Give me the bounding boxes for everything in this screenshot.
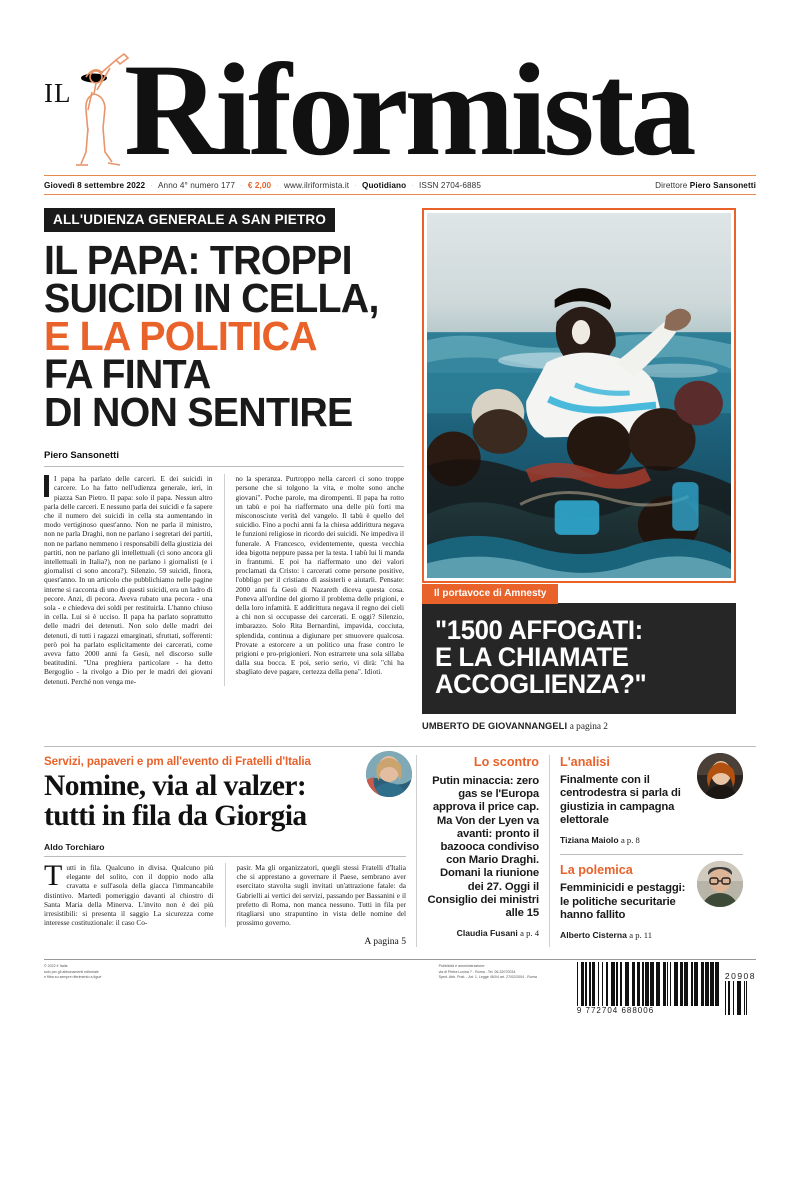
periodicity: Quotidiano [361, 181, 407, 190]
lead-kicker: ALL'UDIENZA GENERALE A SAN PIETRO [44, 208, 335, 232]
second-article [44, 755, 406, 947]
newspaper-front-page [0, 36, 800, 1180]
sidebar-item-polemica [560, 863, 743, 940]
sidebar-author: Alberto Cisterna [560, 930, 627, 941]
sidebar-section-title: La polemica [560, 863, 633, 878]
barcode-supplement-number: 20908 [724, 971, 756, 982]
divider [44, 746, 756, 747]
bottom-section [44, 755, 756, 947]
author-portrait-claudia-fusani [366, 751, 412, 797]
second-article-text-1: utti in fila. Qualcuno in divisa. Qualcuno più elegante del solito, con il doppio nodo alla cravatta e sull'asola della giacca l'immancabile distintivo. Martedì pomeriggio davanti al chiostro di Santa Maria della Minerva. L'invito non è dei più irresistibili: si presenta il saggio La sicurezza come interesse costituzionale: il caso Co- [44, 863, 214, 928]
sidebar-credit [560, 930, 743, 940]
sidebar-right-column [560, 755, 743, 947]
barcode-number: 9 772704 688006 [576, 1006, 655, 1016]
quote-line: E LA CHIAMATE [435, 642, 629, 673]
lead-headline-line-3: E LA POLITICA [44, 312, 317, 359]
second-article-headline-line-2: tutti in fila da Giorgia [44, 799, 307, 832]
issn-code: ISSN 2704-6885 [419, 181, 481, 190]
sidebar-page-ref: a p. 4 [520, 928, 539, 939]
page-footer [44, 964, 756, 1015]
author-portrait-alberto-cisterna [697, 861, 743, 907]
divider [560, 854, 743, 855]
barcode-bars [577, 962, 720, 1006]
photo-story [422, 208, 736, 732]
sidebar-item-analisi [560, 755, 743, 845]
migrants-at-sea-photo [427, 213, 731, 578]
photo-story-credit [422, 721, 736, 732]
lead-byline: Piero Sansonetti [44, 450, 119, 462]
divider [44, 466, 404, 467]
photo-quote-box [422, 603, 736, 714]
second-article-kicker: Servizi, papaveri e pm all'evento di Fratelli d'Italia [44, 755, 311, 769]
director-name: Piero Sansonetti [689, 181, 756, 190]
second-article-byline: Aldo Torchiaro [44, 842, 105, 853]
issue-number: Anno 4° numero 177 [157, 181, 235, 190]
photo-story-page: a pagina 2 [569, 722, 608, 733]
quote-line: ACCOGLIENZA?" [435, 669, 647, 700]
dropcap-bar [44, 475, 49, 497]
lead-article [44, 208, 404, 732]
masthead-rule-bottom [44, 194, 756, 195]
separator-dot: · [150, 181, 153, 190]
director-label: Direttore [655, 181, 688, 190]
status-badge: Il portavoce di Amnesty [422, 584, 558, 604]
lead-headline-line-2: SUICIDI IN CELLA, [44, 274, 379, 321]
sidebar-author: Claudia Fusani [456, 928, 518, 939]
separator-dot: · [411, 181, 415, 190]
lead-body-text-1: I papa ha parlato delle carceri. E dei suicidi in carcere. Lo ha fatto nell'udienza generale, ieri, in piazza San Pietro. Il papa: solo il papa. Nessun altro parla delle carceri. E nessuno parla dei suicidi e fa sapere che il numero dei suicidi in cella sta aumentando in modo vertiginoso quest'anno. Non ne parla il ministro, non ne parla Draghi, non ne parlano i segretari dei partiti, non ne parlano nemmeno i responsabili della giustizia dei partiti, non ne parlano gli intellettuali (ci sono ancora gli intellettuali in Italia?), non ne parlano i giornalisti (e i giornalisti ci sono ancora?). Silenzio. 59 suicidi, finora, quest'anno. In un articolo che pubblichiamo nelle pagine interne si racconta di uno di questi suicidi, era un ladro di pecore. Anzi, di pecora. Aveva rubato una pecora - una sola - e chiedeva dei soldi per restituirla. L'hanno chiuso in cella. Lui si è ucciso. Il papa ha parlato soprattutto delle madri dei detenuti. Non solo delle madri dei detenuti, di tutti i ragazzi emarginati, sfruttati, sofferenti: però poi ha parlato esplicitamente dei carcerati, come aveva fatto 2000 anni fa Gesù, nel discorso sulle beatitudini. "Una preghiera particolare - ha detto Bergoglio - la rivolgo a Dio per le madri dei giovani detenuti. Perché non venga me- [44, 474, 213, 686]
second-article-headline-line-1: Nomine, via al valzer: [44, 770, 307, 803]
lead-headline [44, 236, 390, 435]
sidebar-lo-scontro [427, 755, 539, 947]
sidebar-section-title: L'analisi [560, 755, 610, 770]
footer-fineprint-left: © 2022 ii' Italia solo per gli abbonamenti editoriale e filtra su sempre riferimento a tiguè [44, 964, 102, 979]
lead-headline-line-4: FA FINTA [44, 350, 211, 397]
sidebar-page-ref: a p. 11 [629, 930, 653, 941]
sidebar-abstract: Putin minaccia: zero gas se l'Europa approva il price cap. Ma Von der Lyen va avanti: pronto il bazooca condiviso con Mario Draghi. Domani la riunione dei 27. Oggi il Consiglio dei ministri alle 15 [427, 775, 539, 920]
masthead [44, 36, 756, 183]
barcode-supplement-bars [725, 981, 756, 1015]
separator-dot: · [276, 181, 280, 190]
second-article-column-2 [236, 863, 406, 927]
lead-body-column-1 [44, 474, 213, 686]
column-divider [224, 474, 225, 686]
sidebar-abstract: Finalmente con il centrodestra si parla di giustizia in campagna elettorale [560, 774, 681, 827]
barcode [577, 962, 756, 1015]
top-section [44, 208, 756, 732]
sidebar-section-title: Lo scontro [473, 755, 539, 770]
cover-price: € 2,00 [247, 181, 272, 190]
divider [44, 856, 406, 857]
column-divider [225, 863, 226, 927]
quote-line: "1500 AFFOGATI: [435, 615, 643, 645]
page-title: Riformista [124, 36, 693, 183]
photo-story-author: UMBERTO DE GIOVANNANGELI [422, 721, 568, 732]
sidebar-abstract: Femminicidi e pestaggi: le politiche securitarie hanno fallito [560, 882, 686, 922]
divider [44, 959, 756, 960]
lead-headline-line-1: IL PAPA: TROPPI [44, 236, 352, 283]
lead-headline-line-5: DI NON SENTIRE [44, 389, 353, 435]
separator-dot: · [239, 181, 243, 190]
dropcap-letter: T [44, 859, 63, 893]
sidebar-credit [427, 928, 539, 938]
sidebar-page-ref: a p. 8 [620, 835, 640, 846]
second-article-page-ref: A pagina 5 [364, 936, 406, 948]
column-divider [549, 755, 550, 947]
sidebar-credit [560, 835, 743, 845]
lead-body-text-2: no la speranza. Purtroppo nella carceri ci sono troppe persone che si tolgono la vita, e molte sono anche giovani". Poche parole, ma dirompenti. Il papa ha rotto un tabù e poi ha riaffermato una delle più forti ma misconosciute verità del vangelo. Il tabù è quello del suicidio. Fino a pochi anni fa la chiesa addirittura negava le funzioni religiose in ricordo dei suicidi. Ne impediva il funerale. A Francesco, evidentemente, questa vecchia idea bigotta neppure passa per la testa. I tabù lui li manda in frantumi. E poi ha riaffermato uno dei valori proclamati da Cristo: i carcerati come persone positive, l'obbligo per il cristiano di assisterli e aiutarli. Pensate: 2000 anni fa Gesù di Nazareth diceva questa cosa. Poneva all'ordine del giorno il problema delle prigioni, e della loro infamità. E addirittura negava il regno dei cieli a chi non si occupasse dei carcerati. E oggi? Silenzio, imbarazzo. Solo Rita Bernardini, impavida, cocciuta, splendida, continua a digiunare per smuovere qualcosa. Provate a estorcere a un politico una frase contro le prigioni e pro-prigionieri. Non estrarrete una sola sillaba dalla sua bocca. E poi, serio serio, vi dirà: "chi ha sbagliato deve pagare, certezza della pena". Idioti. [235, 474, 404, 677]
column-divider [416, 755, 417, 947]
second-article-column-1 [44, 859, 214, 928]
publication-date: Giovedì 8 settembre 2022 [44, 181, 146, 190]
website-url[interactable]: www.ilriformista.it [284, 181, 350, 190]
lead-body-column-2 [235, 474, 404, 686]
photo-frame [422, 208, 736, 583]
second-article-text-2: pasir. Ma gli organizzatori, quegli stessi Fratelli d'Italia che si apprestano a governare il Paese, sembrano aver esercitato stavolta sugli invitati un'attrazione fatale: da Gabrielli ai vertici dei servizi, passando per Bassanini e il prefetto di Roma, non manca nessuno. Tutti in fila per ritagliarsi uno strapuntino in vista delle nomine del prossimo governo. [236, 863, 406, 928]
masthead-il: IL [44, 78, 72, 108]
author-portrait-tiziana-maiolo [697, 753, 743, 799]
footer-fineprint-right: Pubblicità e amministrazione: via di Pietra Lucina 7 - Roma - Tel. 06.32070034 Sped. Abb. Post. - Art. 1, Legge 46/04 art. 27/02/2004 - Roma [438, 964, 537, 979]
photo-caption-strip [422, 583, 736, 714]
man-with-trumpet-icon [72, 52, 132, 170]
separator-dot: · [354, 181, 357, 190]
sidebar-author: Tiziana Maiolo [560, 835, 619, 846]
